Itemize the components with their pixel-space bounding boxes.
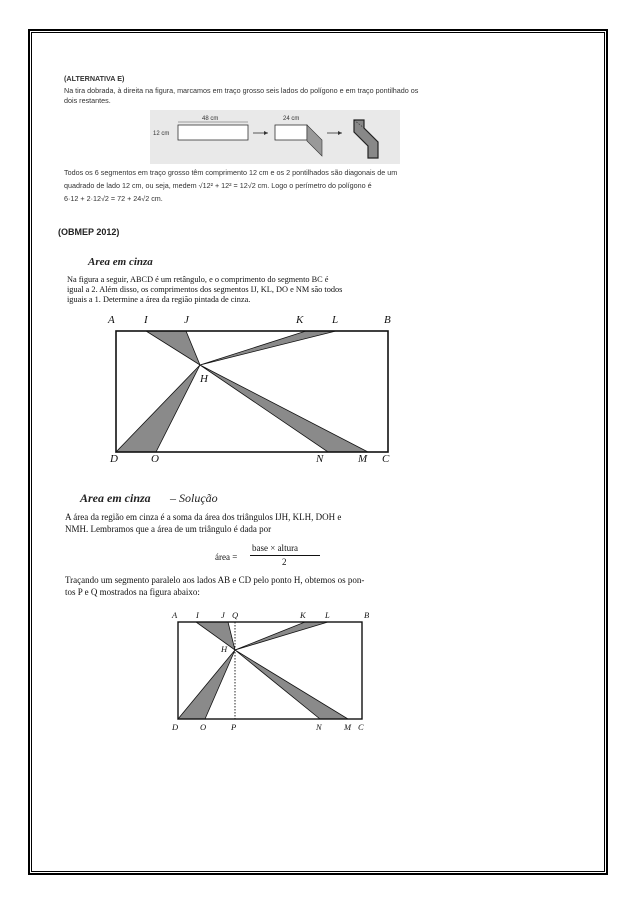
solution-text-1: A área da região em cinza é a soma da área dos triângulos IJH, KLH, DOH e	[65, 512, 342, 522]
label-n: N	[316, 453, 324, 465]
conclusion-line-1: Todos os 6 segmentos em traço grosso têm comprimento 12 cm e os 2 pontilhados são diagonais de um	[64, 168, 398, 177]
label2-k: K	[300, 610, 306, 620]
label2-q: Q	[232, 610, 239, 620]
label-d: D	[110, 453, 118, 465]
solution-title: Area em cinza	[80, 491, 151, 505]
rectangle-figure-1	[116, 331, 388, 452]
label-h: H	[200, 373, 208, 385]
problem-text-3: iguais a 1. Determine a área da região pintada de cinza.	[67, 295, 251, 304]
source-label: (OBMEP 2012)	[58, 227, 120, 237]
conclusion-line-2: quadrado de lado 12 cm, ou seja, medem √12² + 12² = 12√2 cm. Logo o perímetro do polígono é	[64, 181, 372, 190]
solution-title-suffix: – Solução	[170, 491, 218, 505]
rectangle-figure-2	[178, 622, 362, 719]
strip-fold-width-label: 24 cm	[283, 116, 300, 122]
solution-line-2: dois restantes.	[64, 96, 111, 105]
solution-text-2: NMH. Lembramos que a área de um triângulo é dada por	[65, 524, 272, 534]
formula-fraction-bar	[250, 555, 320, 556]
triangle-nmh	[200, 365, 368, 452]
problem-text-1: Na figura a seguir, ABCD é um retângulo, e o comprimento do segmento BC é	[67, 275, 329, 284]
triangle-ijh	[146, 331, 200, 365]
solution-text-3: Traçando um segmento paralelo aos lados AB e CD pelo ponto H, obtemos os pon-	[65, 575, 365, 585]
solution-line-1: Na tira dobrada, à direita na figura, marcamos em traço grosso seis lados do polígono e em traço pontilhado os	[64, 86, 419, 95]
label-a: A	[108, 314, 115, 326]
label2-d: D	[172, 722, 179, 732]
label-m: M	[358, 453, 368, 465]
formula-numerator: base × altura	[252, 543, 299, 553]
formula-lhs: área =	[215, 552, 238, 562]
label-k: K	[296, 314, 304, 326]
label2-l: L	[325, 610, 330, 620]
problem-text-2: igual a 2. Além disso, os comprimentos dos segmentos IJ, KL, DO e NM são todos	[67, 285, 343, 294]
label-j: J	[184, 314, 189, 326]
triangle-klh-2	[235, 622, 328, 650]
label-l: L	[332, 314, 339, 326]
label-i: I	[144, 314, 148, 326]
label2-p: P	[231, 722, 237, 732]
triangle-ijh-2	[196, 622, 235, 650]
label2-m: M	[344, 722, 352, 732]
triangle-doh-2	[178, 650, 235, 719]
alternative-heading: (ALTERNATIVA E)	[64, 74, 125, 83]
label2-j: J	[221, 610, 225, 620]
formula-denominator: 2	[282, 557, 287, 567]
conclusion-line-3: 6·12 + 2·12√2 = 72 + 24√2 cm.	[64, 194, 163, 203]
label2-c: C	[358, 722, 364, 732]
label2-b: B	[364, 610, 370, 620]
triangle-nmh-2	[235, 650, 348, 719]
label-c: C	[382, 453, 390, 465]
label2-h: H	[221, 644, 228, 654]
label-o: O	[151, 453, 159, 465]
label-b: B	[384, 314, 391, 326]
strip-height-label: 12 cm	[153, 131, 170, 137]
solution-text-4: tos P e Q mostrados na figura abaixo:	[65, 587, 200, 597]
label2-n: N	[316, 722, 322, 732]
triangle-doh	[116, 365, 200, 452]
label2-o: O	[200, 722, 207, 732]
strip-width-label: 48 cm	[202, 116, 219, 122]
label2-i: I	[196, 610, 199, 620]
label2-a: A	[172, 610, 178, 620]
paper-strip-figure	[150, 110, 400, 164]
problem-title: Area em cinza	[88, 256, 153, 268]
triangle-klh	[200, 331, 336, 365]
